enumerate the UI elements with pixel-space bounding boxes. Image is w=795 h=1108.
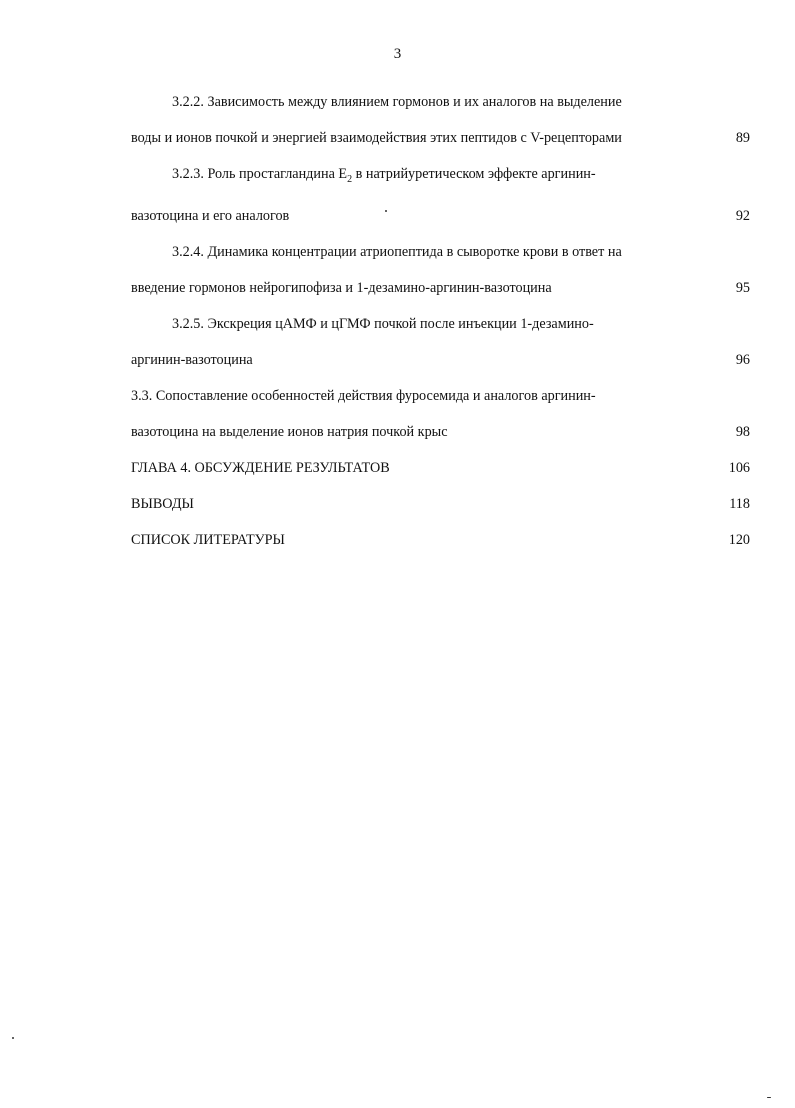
toc-entry-3-2-4 xyxy=(131,242,750,298)
toc-entry-page: 89 xyxy=(735,130,750,146)
toc-entry-title-line2: воды и ионов почкой и энергией взаимодействия этих пептидов с V-рецепторами xyxy=(131,130,622,146)
toc-entry-conclusions xyxy=(131,494,750,514)
toc-entry-page: 120 xyxy=(728,531,750,548)
toc-entry-title-line2: введение гормонов нейрогипофиза и 1-дезамино-аргинин-вазотоцина xyxy=(131,279,552,296)
toc-entry-page: 98 xyxy=(735,423,750,440)
toc-entry-title-line2: вазотоцина и его аналогов xyxy=(131,207,290,224)
scan-speck xyxy=(767,1097,771,1098)
toc-entry-title-line1: 3.2.2. Зависимость между влиянием гормонов и их аналогов на выделение xyxy=(172,94,622,110)
toc-entry-references xyxy=(131,530,750,550)
toc-entry-title-part: 3.2.3. Роль простагландина E xyxy=(172,166,348,182)
scan-speck xyxy=(12,1037,14,1039)
table-of-contents xyxy=(131,92,750,550)
toc-entry-title-line2: аргинин-вазотоцина xyxy=(131,351,253,368)
toc-entry-3-3 xyxy=(131,386,750,442)
toc-entry-title: ГЛАВА 4. ОБСУЖДЕНИЕ РЕЗУЛЬТАТОВ xyxy=(131,459,390,476)
toc-entry-page: 92 xyxy=(735,207,750,224)
scan-speck xyxy=(385,210,387,212)
toc-entry-chapter-4 xyxy=(131,458,750,478)
toc-entry-page: 96 xyxy=(735,351,750,368)
toc-entry-page: 118 xyxy=(729,495,750,512)
toc-entry-title-line2: вазотоцина на выделение ионов натрия почкой крыс xyxy=(131,423,448,440)
toc-entry-title-line1 xyxy=(131,164,750,190)
toc-entry-title-line1: 3.2.5. Экскреция цАМФ и цГМФ почкой после инъекции 1-дезамино- xyxy=(172,315,594,332)
toc-entry-title-line1: 3.2.4. Динамика концентрации атриопептида в сыворотке крови в ответ на xyxy=(172,243,622,260)
subscript: 2 xyxy=(347,173,353,185)
toc-entry-3-2-3 xyxy=(131,164,750,226)
toc-entry-title-line1: 3.3. Сопоставление особенностей действия фуросемида и аналогов аргинин- xyxy=(131,387,596,404)
page-number: 3 xyxy=(393,46,402,62)
toc-entry-title: СПИСОК ЛИТЕРАТУРЫ xyxy=(131,531,285,548)
toc-entry-page: 95 xyxy=(735,279,750,296)
toc-entry-title: ВЫВОДЫ xyxy=(131,495,194,512)
toc-entry-title-part: в натрийуретическом эффекте аргинин- xyxy=(352,166,596,182)
toc-entry-3-2-5 xyxy=(131,314,750,370)
toc-entry-page: 106 xyxy=(728,459,750,476)
toc-entry-3-2-2 xyxy=(131,92,750,148)
